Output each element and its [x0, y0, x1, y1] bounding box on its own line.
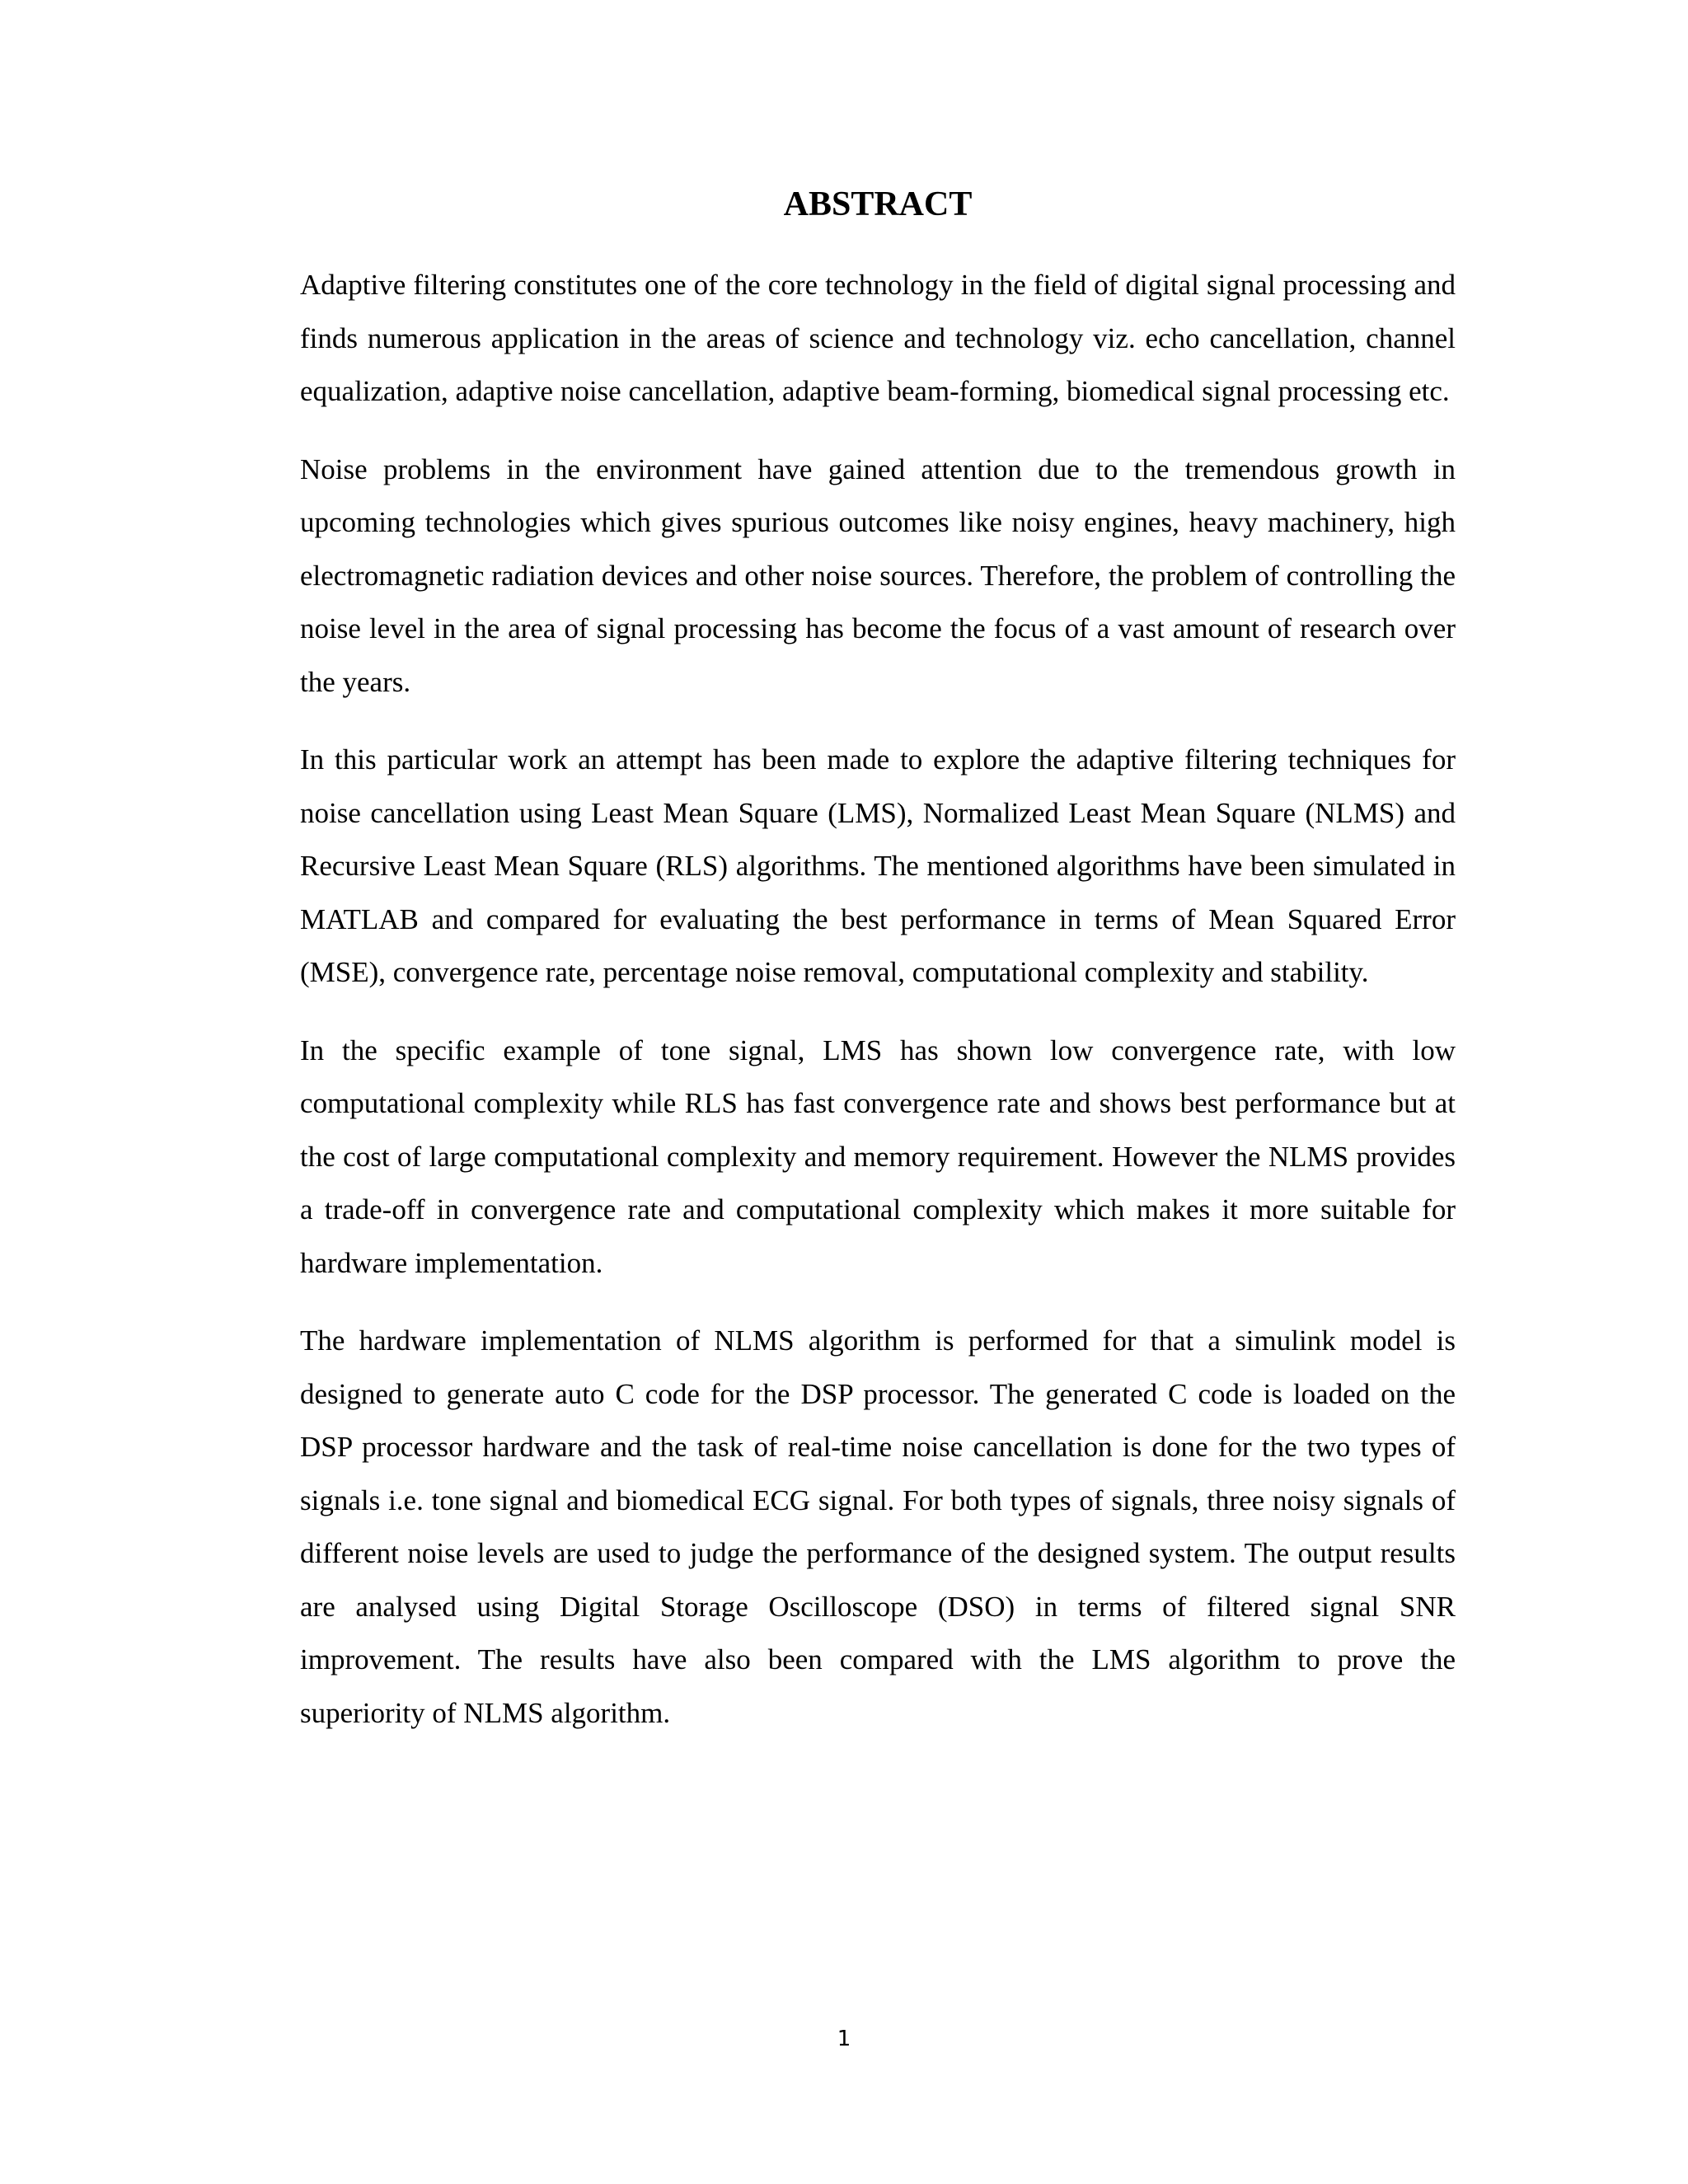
paragraph-methods: In this particular work an attempt has been made to explore the adaptive filtering techniques for noise cancellation using Least Mean Square (LMS), Normalized Least Mean Square (NLMS) and Recursive Least Mean Square (RLS) algorithms. The mentioned algorithms have been simulated in MATLAB and compared for evaluating the best performance in terms of Mean Squared Error (MSE), convergence rate, percentage noise removal, computational complexity and stability.	[300, 743, 1456, 988]
paragraph-noise-problems: Noise problems in the environment have gained attention due to the tremendous growth in upcoming technologies which gives spurious outcomes like noisy engines, heavy machinery, high electromagnetic radiation devices and other noise sources. Therefore, the problem of controlling the noise level in the area of signal processing has become the focus of a vast amount of research over the years.	[300, 452, 1456, 698]
page-title: ABSTRACT	[783, 185, 973, 223]
paragraph-hardware: The hardware implementation of NLMS algorithm is performed for that a simulink model is designed to generate auto C code for the DSP processor. The generated C code is loaded on the DSP processor hardware and the task of real-time noise cancellation is done for the two types of signals i.e. tone signal and biomedical ECG signal. For both types of signals, three noisy signals of different noise levels are used to judge the performance of the designed system. The output results are analysed using Digital Storage Oscilloscope (DSO) in terms of filtered signal SNR improvement. The results have also been compared with the LMS algorithm to prove the superiority of NLMS algorithm.	[300, 1324, 1456, 1729]
document-body	[300, 183, 1456, 1765]
page-number: 1	[837, 2027, 851, 2051]
paragraph-intro: Adaptive filtering constitutes one of the core technology in the field of digital signal processing and finds numerous application in the areas of science and technology viz. echo cancellation, channel equalization, adaptive noise cancellation, adaptive beam-forming, biomedical signal processing etc.	[300, 269, 1456, 407]
paragraph-results: In the specific example of tone signal, LMS has shown low convergence rate, with low computational complexity while RLS has fast convergence rate and shows best performance but at the cost of large computational complexity and memory requirement. However the NLMS provides a trade-off in convergence rate and computational complexity which makes it more suitable for hardware implementation.	[300, 1033, 1456, 1279]
